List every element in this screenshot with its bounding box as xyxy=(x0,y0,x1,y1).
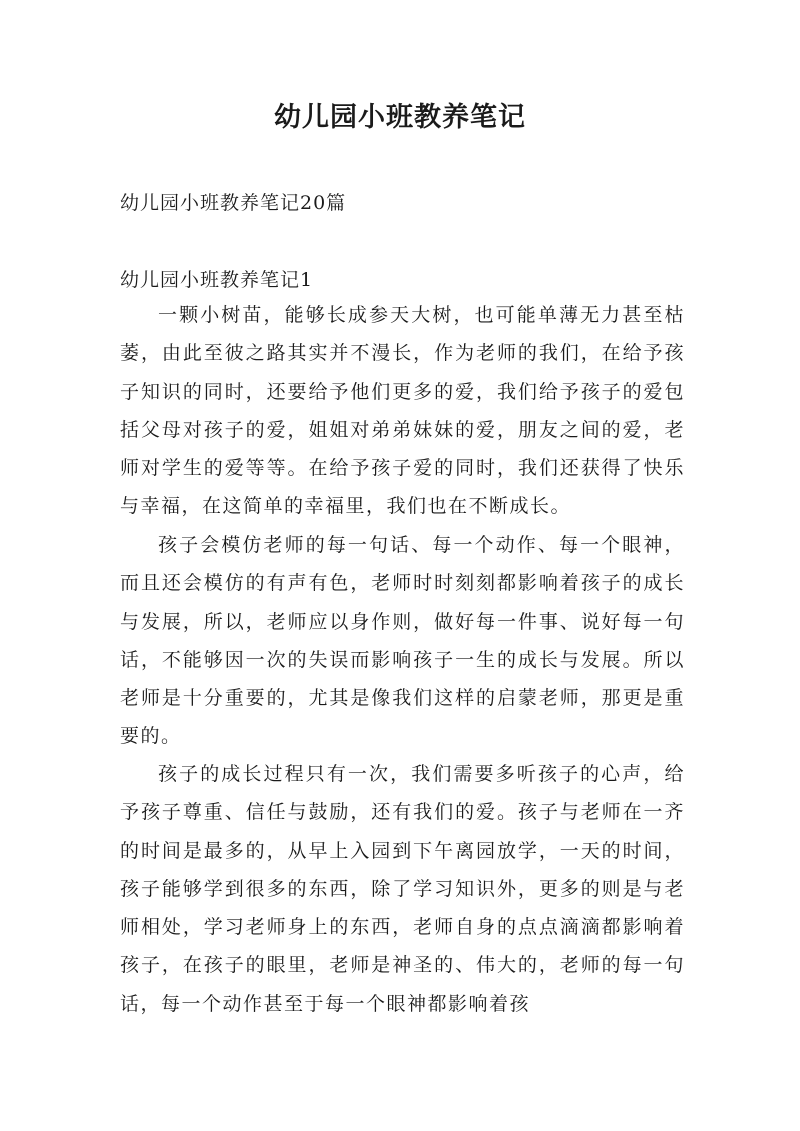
document-title: 幼儿园小班教养笔记 xyxy=(274,102,526,133)
document-subtitle: 幼儿园小班教养笔记20篇 xyxy=(120,192,347,214)
body-paragraph: 孩子的成长过程只有一次，我们需要多听孩子的心声，给予孩子尊重、信任与鼓励，还有我们的爱。孩子与老师在一齐的时间是最多的，从早上入园到下午离园放学，一天的时间，孩子能够学到很多的东西，除了学习知识外，更多的则是与老师相处，学习老师身上的东西，老师自身的点点滴滴都影响着孩子，在孩子的眼里，老师是神圣的、伟大的，老师的每一句话，每一个动作甚至于每一个眼神都影响着孩 xyxy=(120,763,685,1015)
body-paragraph: 孩子会模仿老师的每一句话、每一个动作、每一个眼神，而且还会模仿的有声有色，老师时时刻刻都影响着孩子的成长与发展，所以，老师应以身作则，做好每一件事、说好每一句话，不能够因一次的失误而影响孩子一生的成长与发展。所以老师是十分重要的，尤其是像我们这样的启蒙老师，那更是重要的。 xyxy=(120,534,685,748)
section-heading: 幼儿园小班教养笔记1 xyxy=(120,269,314,291)
body-paragraph: 一颗小树苗，能够长成参天大树，也可能单薄无力甚至枯萎，由此至彼之路其实并不漫长，作为老师的我们，在给予孩子知识的同时，还要给予他们更多的爱，我们给予孩子的爱包括父母对孩子的爱，姐姐对弟弟妹妹的爱，朋友之间的爱，老师对学生的爱等等。在给予孩子爱的同时，我们还获得了快乐与幸福，在这简单的幸福里，我们也在不断成长。 xyxy=(120,304,685,518)
